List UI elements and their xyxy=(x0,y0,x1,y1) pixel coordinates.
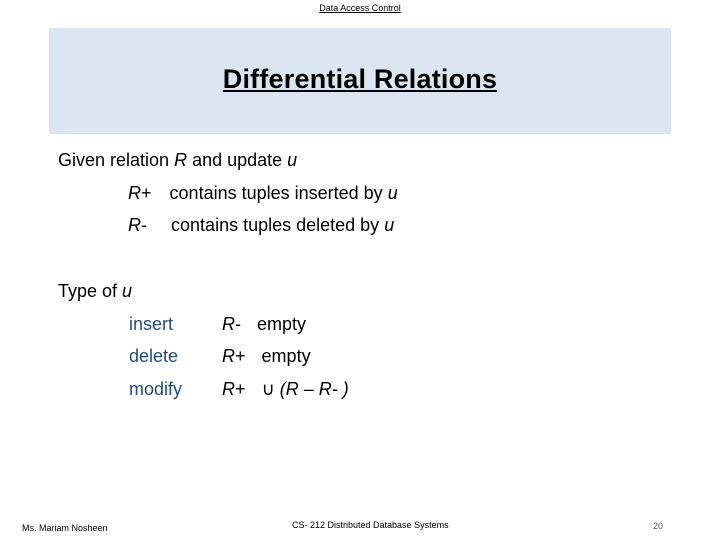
type-modify-symbol: R xyxy=(222,379,235,399)
rplus-sign: + xyxy=(141,183,152,203)
rminus-u: u xyxy=(384,215,395,235)
rminus-symbol: R xyxy=(128,215,141,235)
given-mid: and update xyxy=(187,150,288,170)
type-modify-sign: + xyxy=(235,379,246,399)
given-u: u xyxy=(287,150,298,170)
rplus-text: contains tuples inserted by xyxy=(169,183,388,203)
type-delete-symbol: R xyxy=(222,346,235,366)
given-r: R xyxy=(174,150,188,170)
rplus-symbol: R xyxy=(128,183,141,203)
given-prefix: Given relation xyxy=(58,150,175,170)
rminus-text: contains tuples deleted by xyxy=(171,215,385,235)
type-of-prefix: Type of xyxy=(58,281,123,301)
footer-author: Ms. Mariam Nosheen xyxy=(22,523,108,533)
type-modify-label: modify xyxy=(129,379,183,399)
rminus-line xyxy=(128,215,394,236)
footer-course: CS- 212 Distributed Database Systems xyxy=(292,520,449,530)
type-insert-symbol: R xyxy=(222,314,235,334)
slide-title: Differential Relations xyxy=(222,64,498,94)
type-insert-value xyxy=(222,314,306,335)
type-of-line xyxy=(58,281,132,302)
type-insert-sign: - xyxy=(235,314,241,334)
type-delete-rest: empty xyxy=(261,346,311,366)
type-of-u: u xyxy=(122,281,133,301)
footer-page-number: 20 xyxy=(653,521,664,531)
type-delete-label: delete xyxy=(129,346,179,366)
given-line xyxy=(58,150,297,171)
type-insert-label: insert xyxy=(129,314,174,334)
type-delete-value xyxy=(222,346,311,367)
type-modify-rest: ∪ (R – R- ) xyxy=(261,379,349,399)
type-modify-value xyxy=(222,379,349,400)
type-insert-rest: empty xyxy=(257,314,307,334)
title-band xyxy=(49,28,671,134)
rminus-sign: - xyxy=(141,215,147,235)
type-delete-sign: + xyxy=(235,346,246,366)
rplus-u: u xyxy=(387,183,398,203)
slide-header: Data Access Control xyxy=(319,3,401,13)
rplus-line xyxy=(128,183,398,204)
